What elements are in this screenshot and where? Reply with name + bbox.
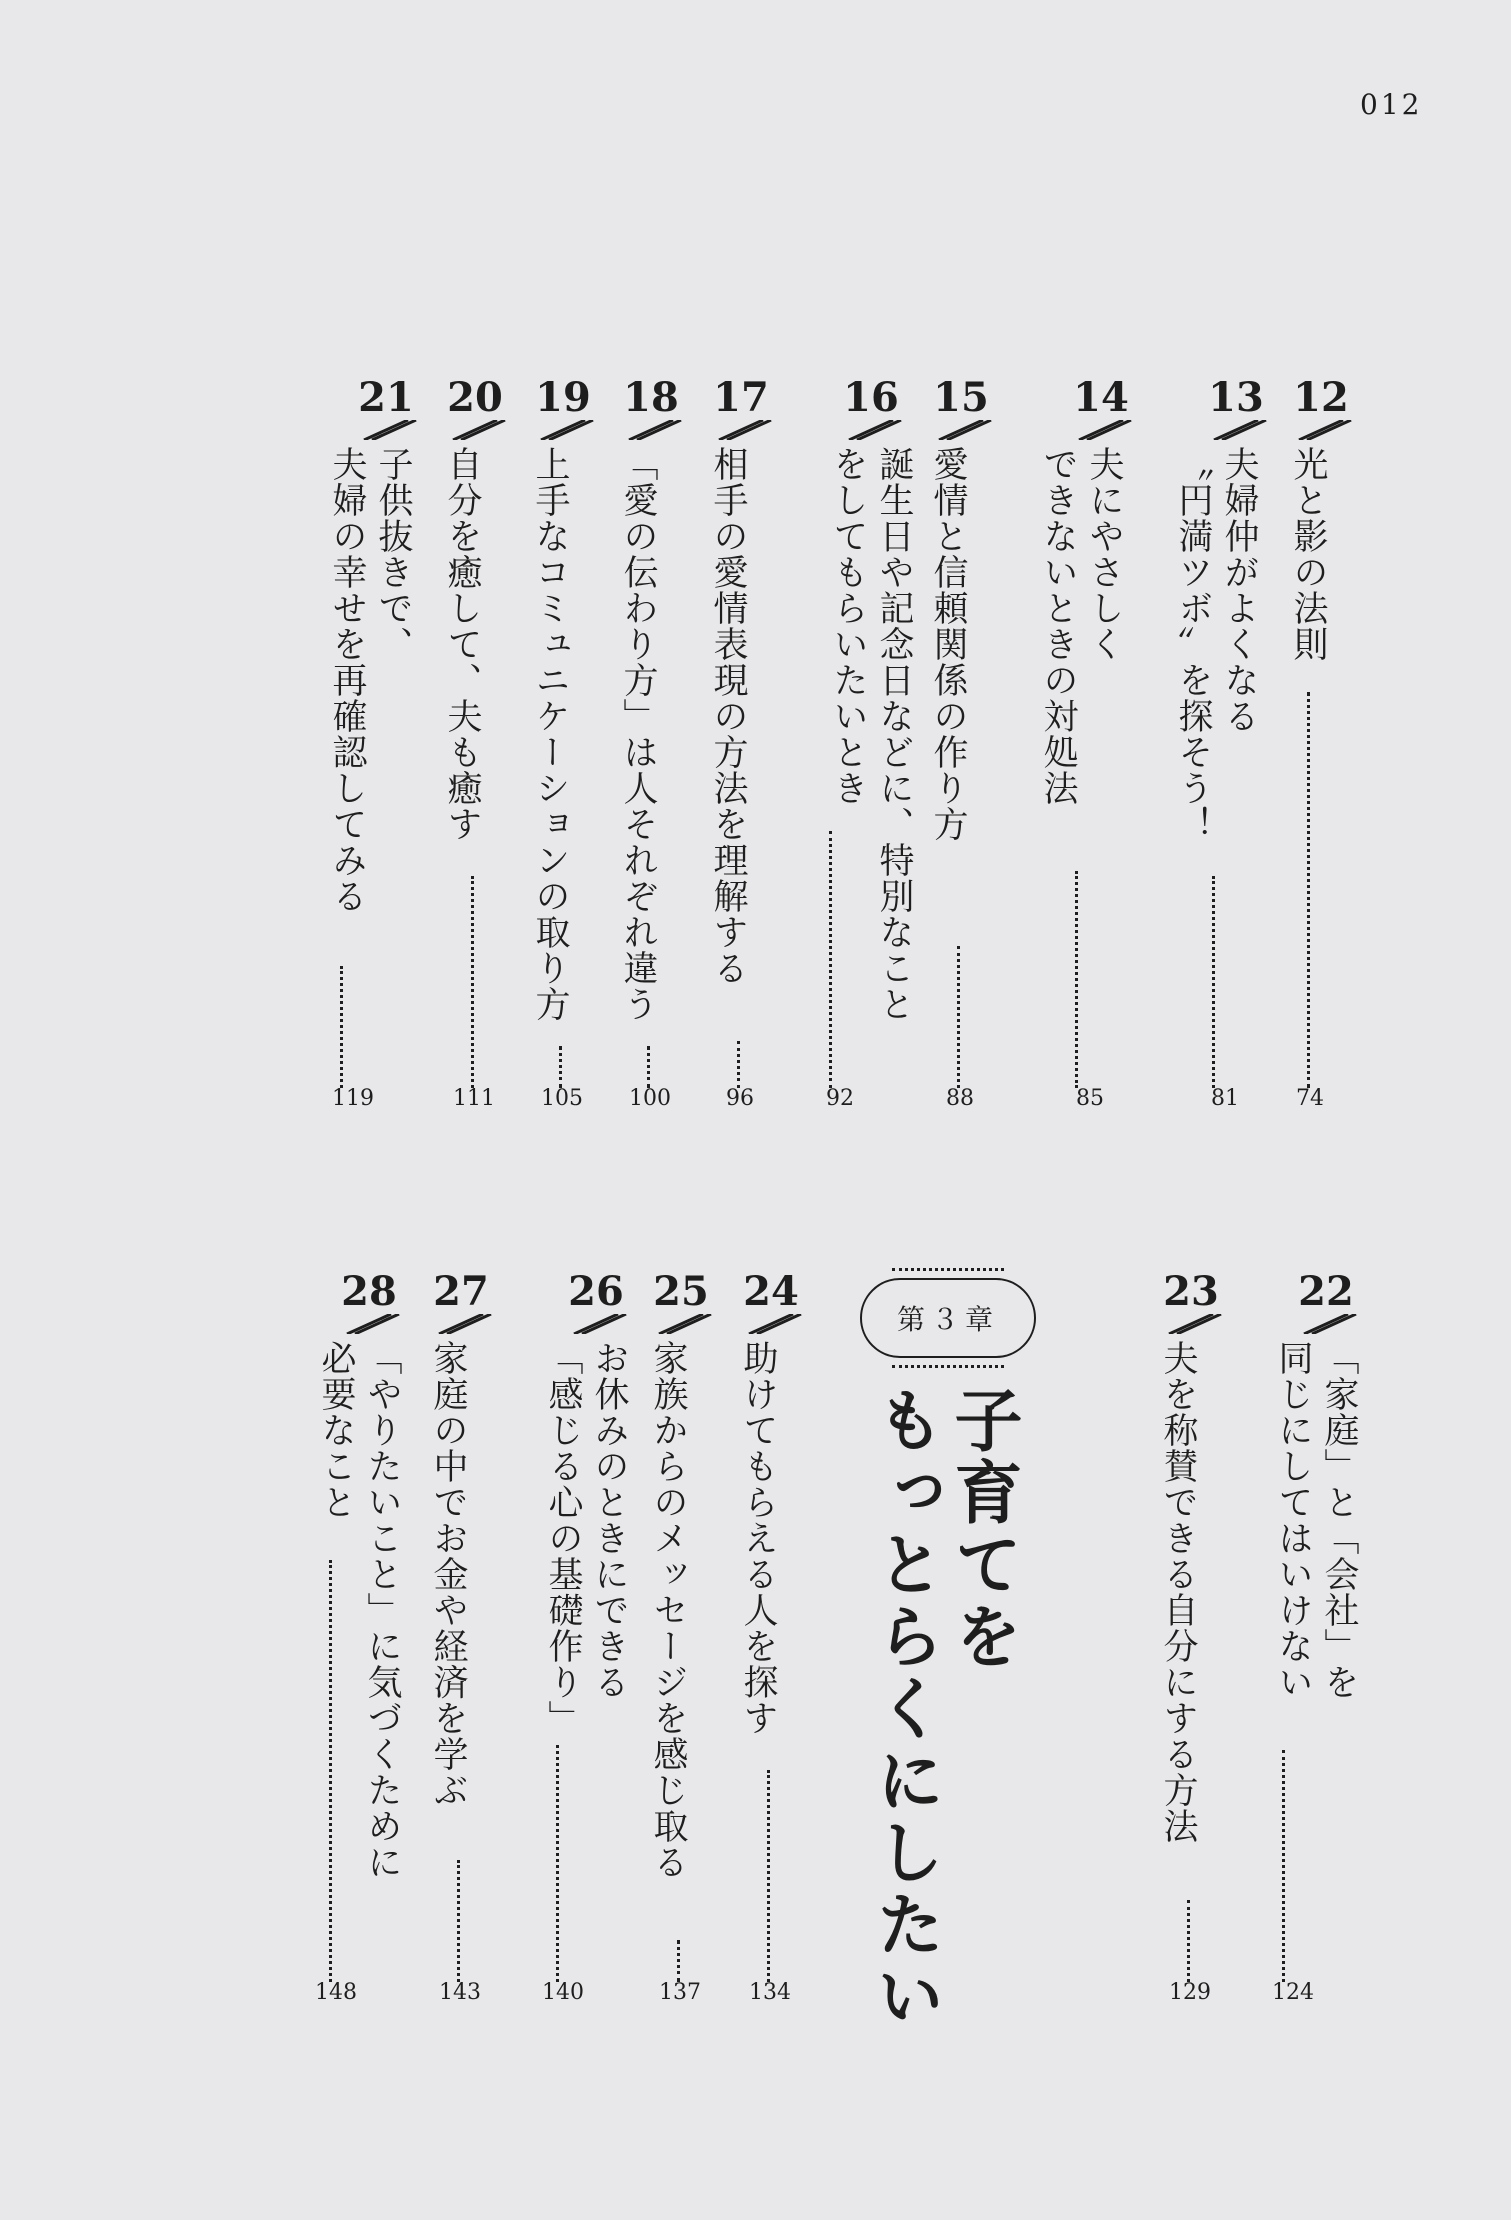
entry-page: 148 <box>315 1980 357 2005</box>
entry-page: 74 <box>1296 1086 1324 1111</box>
slash-mark-icon <box>1290 1314 1362 1334</box>
entry-title: 上手なコミュニケーションの取り方 <box>530 446 570 1022</box>
entry-page: 134 <box>749 1980 791 2005</box>
badge-dotted-rule <box>892 1268 1004 1271</box>
toc-entry-13[interactable] <box>1173 374 1272 1136</box>
toc-entry-22[interactable] <box>1272 1268 1362 2030</box>
slash-mark-icon <box>1155 1314 1227 1334</box>
entry-number: 28 <box>341 1268 397 1315</box>
entry-number: 24 <box>743 1268 799 1315</box>
entry-title: 助けてもらえる人を探す <box>738 1340 778 1736</box>
leader-dots <box>957 946 966 1088</box>
entry-number: 17 <box>713 374 769 421</box>
entry-number: 21 <box>358 374 414 421</box>
entry-page: 105 <box>541 1086 583 1111</box>
entry-title: 誕生日や記念日などに、特別なこと をしてもらいたいとき <box>828 446 914 1022</box>
toc-entry-23[interactable] <box>1155 1270 1227 2030</box>
entry-number: 19 <box>535 374 591 421</box>
entry-page: 137 <box>659 1980 701 2005</box>
slash-mark-icon <box>835 420 907 440</box>
toc-entry-18[interactable] <box>615 376 687 1136</box>
badge-dotted-rule <box>892 1365 1004 1368</box>
entry-page: 140 <box>542 1980 584 2005</box>
slash-mark-icon <box>615 420 687 440</box>
entry-page: 124 <box>1272 1980 1314 2005</box>
leader-dots <box>737 1041 746 1088</box>
entry-number: 12 <box>1293 374 1349 421</box>
entry-page: 143 <box>439 1980 481 2005</box>
slash-mark-icon <box>1285 420 1357 440</box>
entry-title: 愛情と信頼関係の作り方 <box>928 446 968 842</box>
slash-mark-icon <box>560 1314 632 1334</box>
entry-number: 20 <box>447 374 503 421</box>
entry-page: 88 <box>946 1086 974 1111</box>
entry-page: 111 <box>453 1086 495 1111</box>
toc-entry-17[interactable] <box>705 376 777 1136</box>
leader-dots <box>471 876 480 1088</box>
entry-title: 「家庭」と「会社」を 同じにしてはいけない <box>1273 1340 1359 1700</box>
entry-number: 22 <box>1298 1268 1354 1315</box>
page-number: 012 <box>1360 88 1423 121</box>
entry-number: 18 <box>623 374 679 421</box>
toc-entry-20[interactable] <box>439 376 511 1136</box>
slash-mark-icon <box>645 1314 717 1334</box>
entry-number: 25 <box>653 1268 709 1315</box>
entry-title: 自分を癒して、夫も癒す <box>442 446 482 842</box>
slash-mark-icon <box>735 1314 807 1334</box>
chapter-badge <box>860 1278 1036 1358</box>
entry-page: 85 <box>1076 1086 1104 1111</box>
toc-entry-15[interactable] <box>925 376 997 1136</box>
slash-mark-icon <box>1200 420 1272 440</box>
toc-entry-28[interactable] <box>315 1268 405 2030</box>
leader-dots <box>556 1745 565 1982</box>
entry-title: 光と影の法則 <box>1288 446 1328 662</box>
chapter-title: 子育てを もっとらくにしたい <box>865 1385 1023 2033</box>
entry-page: 129 <box>1169 1980 1211 2005</box>
entry-number: 27 <box>433 1268 489 1315</box>
leader-dots <box>1187 1900 1196 1982</box>
leader-dots <box>329 1560 338 1982</box>
leader-dots <box>1307 692 1316 1088</box>
leader-dots <box>829 831 838 1088</box>
slash-mark-icon <box>439 420 511 440</box>
entry-page: 81 <box>1211 1086 1239 1111</box>
toc-entry-25[interactable] <box>645 1270 717 2030</box>
slash-mark-icon <box>527 420 599 440</box>
entry-title: 家庭の中でお金や経済を学ぶ <box>428 1340 468 1808</box>
leader-dots <box>767 1770 776 1982</box>
slash-mark-icon <box>425 1314 497 1334</box>
slash-mark-icon <box>1065 420 1137 440</box>
toc-entry-26[interactable] <box>542 1268 632 2030</box>
entry-number: 15 <box>933 374 989 421</box>
entry-number: 23 <box>1163 1268 1219 1315</box>
leader-dots <box>1212 876 1221 1088</box>
entry-page: 92 <box>826 1086 854 1111</box>
toc-entry-14[interactable] <box>1038 374 1137 1136</box>
leader-dots <box>457 1860 466 1982</box>
entry-page: 100 <box>629 1086 671 1111</box>
entry-number: 16 <box>843 374 899 421</box>
slash-mark-icon <box>925 420 997 440</box>
leader-dots <box>559 1046 568 1088</box>
leader-dots <box>1075 871 1084 1088</box>
slash-mark-icon <box>705 420 777 440</box>
chapter-label: 第３章 <box>896 1303 999 1336</box>
toc-entry-16[interactable] <box>826 374 914 1136</box>
entry-title: 子供抜きで、 夫婦の幸せを再確認してみる <box>327 446 413 914</box>
entry-number: 13 <box>1208 374 1264 421</box>
toc-entry-12[interactable] <box>1285 376 1357 1136</box>
toc-entry-19[interactable] <box>527 376 599 1136</box>
entry-title: お休みのときにできる 「感じる心の基礎作り」 <box>543 1340 629 1736</box>
slash-mark-icon <box>350 420 422 440</box>
leader-dots <box>1282 1750 1291 1982</box>
entry-title: 「やりたいこと」に気づくために 必要なこと <box>316 1340 402 1880</box>
entry-title: 夫にやさしく できないときの対処法 <box>1038 446 1124 806</box>
entry-page: 96 <box>726 1086 754 1111</box>
toc-entry-21[interactable] <box>327 374 422 1136</box>
entry-title: 夫婦仲がよくなる 〝円満ツボ〟を探そう！ <box>1173 446 1259 842</box>
entry-title: 家族からのメッセージを感じ取る <box>648 1340 688 1880</box>
entry-title: 「愛の伝わり方」は人それぞれ違う <box>618 446 658 1022</box>
slash-mark-icon <box>333 1314 405 1334</box>
entry-title: 相手の愛情表現の方法を理解する <box>708 446 748 986</box>
entry-page: 119 <box>332 1086 374 1111</box>
toc-entry-27[interactable] <box>425 1270 497 2030</box>
entry-title: 夫を称賛できる自分にする方法 <box>1158 1340 1198 1844</box>
entry-number: 14 <box>1073 374 1129 421</box>
leader-dots <box>647 1046 656 1088</box>
leader-dots <box>340 966 349 1088</box>
toc-entry-24[interactable] <box>735 1270 807 2030</box>
entry-number: 26 <box>568 1268 624 1315</box>
leader-dots <box>677 1940 686 1982</box>
